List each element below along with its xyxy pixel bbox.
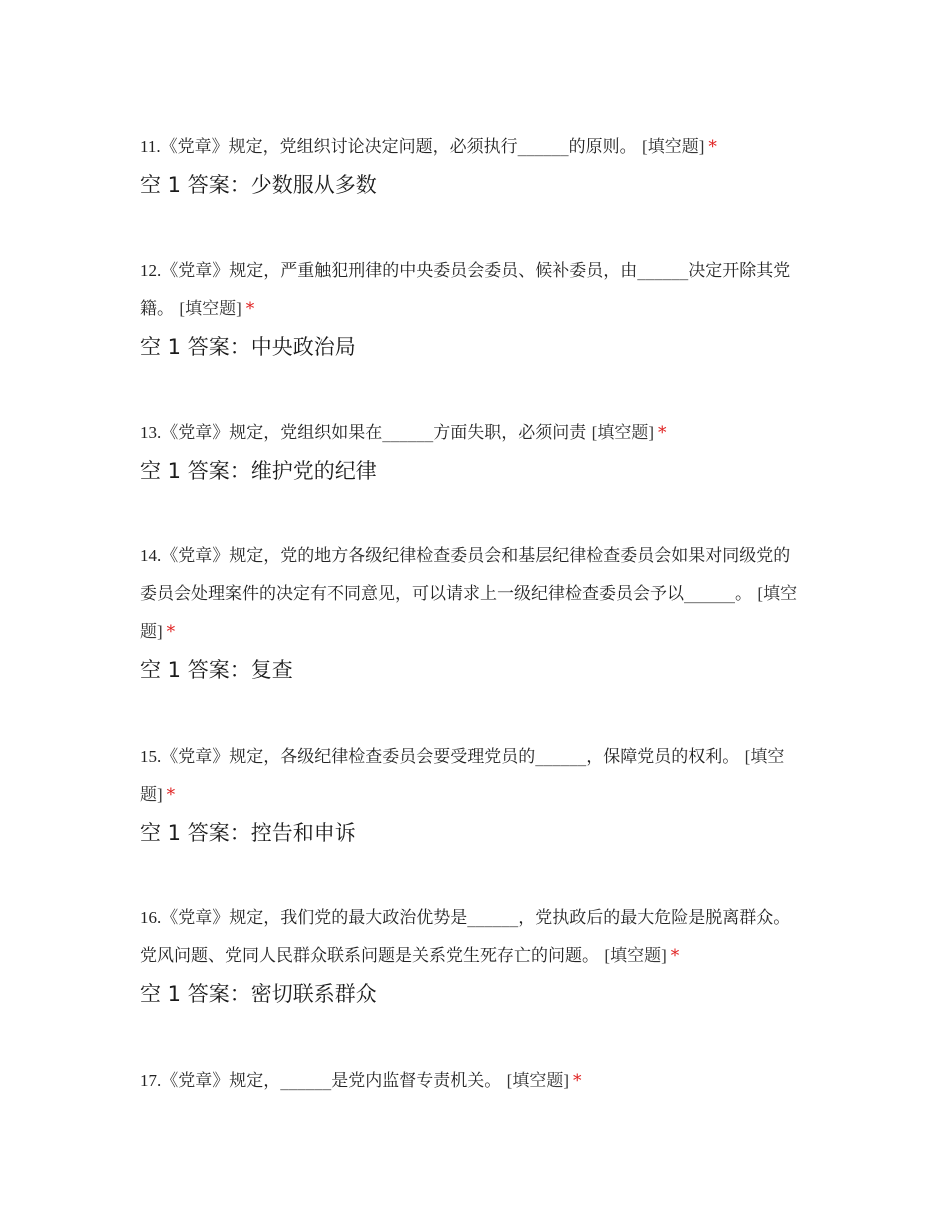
question-body: 《党章》规定，严重触犯刑律的中央委员会委员、候补委员，由______决定开除其党籍。 bbox=[140, 261, 791, 319]
answer-line bbox=[140, 456, 805, 486]
answer-line bbox=[140, 818, 805, 848]
question-body: 《党章》规定，党组织如果在______方面失职，必须问责 bbox=[161, 423, 587, 443]
answer-value: 少数服从多数 bbox=[250, 173, 377, 197]
answer-value: 密切联系群众 bbox=[250, 982, 377, 1006]
answer-label: 空 1 答案： bbox=[140, 982, 251, 1006]
required-mark: * bbox=[708, 137, 717, 157]
answer-value: 中央政治局 bbox=[250, 335, 356, 359]
question-type-label: [填空题] bbox=[179, 299, 242, 318]
required-mark: * bbox=[670, 946, 680, 966]
question-number: 13. bbox=[140, 423, 162, 442]
question-number: 16. bbox=[140, 908, 162, 927]
question-12 bbox=[140, 252, 805, 362]
question-type-label: [填空题] bbox=[642, 137, 705, 156]
question-body: 《党章》规定，各级纪律检查委员会要受理党员的______，保障党员的权利。 bbox=[161, 747, 740, 767]
question-type-label: [填空题] bbox=[140, 747, 785, 804]
required-mark: * bbox=[657, 423, 667, 443]
required-mark: * bbox=[166, 785, 176, 805]
answer-line bbox=[140, 332, 805, 362]
answer-label: 空 1 答案： bbox=[140, 173, 251, 197]
answer-line bbox=[140, 979, 805, 1009]
required-mark: * bbox=[245, 299, 255, 319]
answer-value: 维护党的纪律 bbox=[250, 459, 377, 483]
question-text bbox=[140, 252, 805, 328]
question-text bbox=[140, 128, 805, 166]
question-type-label: [填空题] bbox=[506, 1071, 569, 1090]
question-text bbox=[140, 1062, 805, 1100]
question-number: 14. bbox=[140, 546, 162, 565]
question-number: 17. bbox=[140, 1071, 162, 1090]
answer-value: 复查 bbox=[250, 658, 293, 682]
question-11 bbox=[140, 128, 805, 200]
question-type-label: [填空题] bbox=[591, 423, 654, 442]
answer-label: 空 1 答案： bbox=[140, 821, 251, 845]
required-mark: * bbox=[572, 1071, 582, 1091]
question-number: 12. bbox=[140, 261, 162, 280]
answer-label: 空 1 答案： bbox=[140, 335, 251, 359]
question-17 bbox=[140, 1062, 805, 1100]
question-text bbox=[140, 899, 805, 975]
question-16 bbox=[140, 899, 805, 1009]
question-text bbox=[140, 414, 805, 452]
answer-label: 空 1 答案： bbox=[140, 658, 251, 682]
question-body: 《党章》规定，党的地方各级纪律检查委员会和基层纪律检查委员会如果对同级党的委员会处理案件的决定有不同意见，可以请求上一级纪律检查委员会予以______。 bbox=[140, 546, 791, 604]
question-text bbox=[140, 738, 805, 814]
answer-value: 控告和申诉 bbox=[250, 821, 356, 845]
question-number: 11. bbox=[140, 137, 161, 156]
question-type-label: [填空题] bbox=[604, 946, 667, 965]
question-number: 15. bbox=[140, 747, 162, 766]
question-14 bbox=[140, 537, 805, 685]
question-body: 《党章》规定，______是党内监督专责机关。 bbox=[161, 1071, 502, 1091]
answer-line bbox=[140, 655, 805, 685]
required-mark: * bbox=[166, 622, 176, 642]
question-body: 《党章》规定，我们党的最大政治优势是______，党执政后的最大危险是脱离群众。党风问题、党同人民群众联系问题是关系党生死存亡的问题。 bbox=[140, 908, 791, 966]
question-text bbox=[140, 537, 805, 651]
question-body: 《党章》规定，党组织讨论决定问题，必须执行______的原则。 bbox=[160, 137, 637, 157]
question-15 bbox=[140, 738, 805, 848]
question-13 bbox=[140, 414, 805, 486]
answer-label: 空 1 答案： bbox=[140, 459, 251, 483]
question-type-label: [填空题] bbox=[140, 584, 798, 641]
answer-line bbox=[140, 170, 805, 200]
